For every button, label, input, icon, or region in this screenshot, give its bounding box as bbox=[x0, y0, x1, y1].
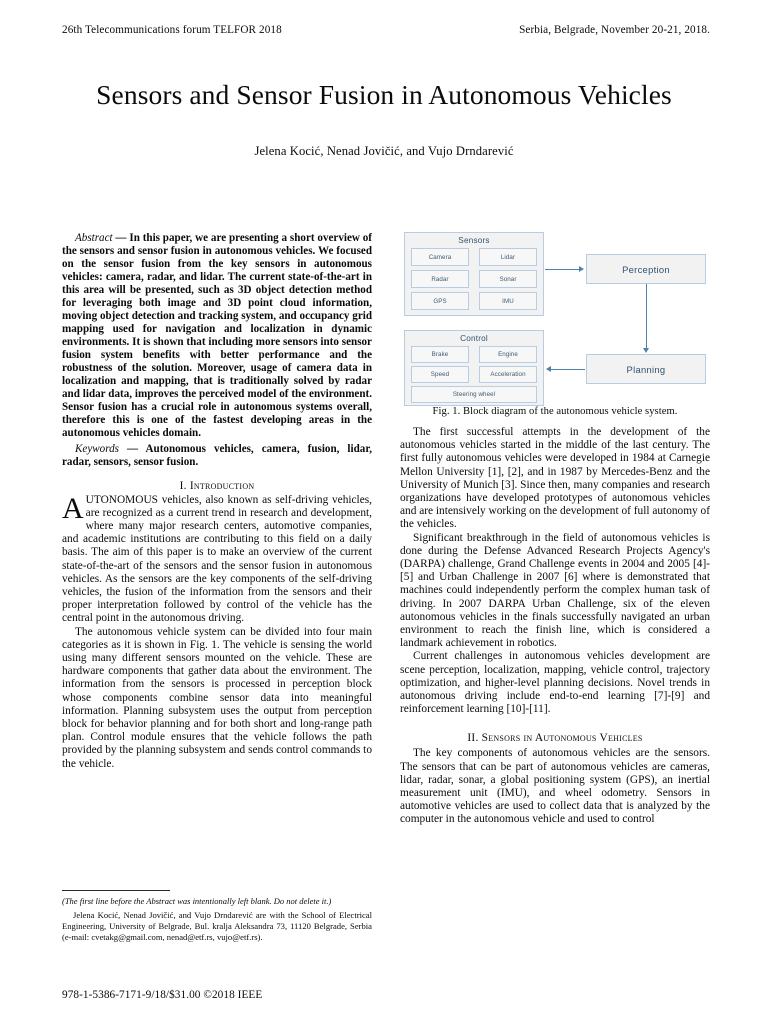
abstract-dash: — bbox=[112, 232, 130, 244]
abstract-label: Abstract bbox=[75, 232, 113, 244]
running-head-left: 26th Telecommunications forum TELFOR 2018 bbox=[62, 24, 282, 36]
column-right bbox=[400, 232, 710, 827]
footnote-affiliation: Jelena Kocić, Nenad Jovičić, and Vujo Drndarević are with the School of Electrical Engineering, University of Belgrade, Bul. kralja Aleksandra 73, 11120 Belgrade, Serbia (e-mail: cvetakg@gmail.com, nenad@etf.rs, vujo@etf.rs). bbox=[62, 909, 372, 942]
arrow-planning-to-control-head bbox=[546, 366, 551, 372]
section-heading-introduction: I. Introduction bbox=[179, 479, 255, 492]
control-cell-speed: Speed bbox=[411, 366, 469, 383]
right-paragraph-1: The first successful attempts in the development of the autonomous vehicles started in the middle of the last century. The first fully autonomous vehicles were developed in 1984 at Carnegie Mellon University [1], [2], and in 1987 by Mercedes-Benz and the University of Munich [3]. Since then, many companies and research organizations have developed prototypes of autonomous vehicles and are intensively working on the development of full autonomy of the vehicles. bbox=[400, 426, 710, 531]
keywords-paragraph bbox=[62, 443, 372, 469]
author-list: Jelena Kocić, Nenad Jovičić, and Vujo Drndarević bbox=[254, 143, 514, 158]
sensor-cell-lidar: Lidar bbox=[479, 248, 537, 266]
intro-paragraph-1-text: UTONOMOUS vehicles, also known as self-driving vehicles, are recognized as a current trend in research and development, where many major research centers, automotive companies, and academic institutions are contributing to this field on a daily basis. The aim of this paper is to make an overview of the current state-of-the-art of the sensors and the sensor fusion in autonomous vehicles. As the sensors are the key components of the self-driving vehicles, the fusion of the information from the sensors and their proper interpretation followed by control of the vehicle has the central point in the autonomous driving. bbox=[62, 493, 372, 625]
isbn-footer: 978-1-5386-7171-9/18/$31.00 ©2018 IEEE bbox=[62, 989, 263, 1001]
abstract-paragraph bbox=[62, 232, 372, 441]
running-head-right: Serbia, Belgrade, November 20-21, 2018. bbox=[519, 24, 710, 36]
arrow-perception-to-planning-head bbox=[643, 348, 649, 353]
control-cell-acceleration: Acceleration bbox=[479, 366, 537, 383]
intro-paragraph-2: The autonomous vehicle system can be divided into four main categories as it is shown in Fig. 1. The vehicle is sensing the world using many different sensors mounted on the vehicle. These are hardware components that gather data about the environment. The information from the sensors is processed in perception block whose components combine sensor data into meaningful information. Planning subsystem uses the output from perception block for behavior planning and for both short and long-range path plan. Control module ensures that the vehicle follows the path provided by the planning subsystem and sends control commands to the vehicle. bbox=[62, 625, 372, 770]
sensor-cell-imu: IMU bbox=[479, 292, 537, 310]
arrow-planning-to-control-line bbox=[551, 369, 585, 370]
page-title: Sensors and Sensor Fusion in Autonomous Vehicles bbox=[96, 79, 672, 110]
arrow-sensors-to-perception-line bbox=[545, 269, 579, 270]
title-block bbox=[84, 78, 684, 159]
control-group-label: Control bbox=[460, 334, 488, 343]
block-diagram bbox=[400, 232, 710, 402]
keywords-text: Autonomous vehicles, camera, fusion, lidar, radar, sensors, sensor fusion. bbox=[62, 442, 372, 468]
column-left bbox=[62, 232, 372, 771]
body-columns bbox=[62, 232, 710, 952]
sensor-cell-gps: GPS bbox=[411, 292, 469, 310]
planning-box: Planning bbox=[586, 354, 706, 384]
section-heading-sensors: II. Sensors in Autonomous Vehicles bbox=[467, 732, 643, 745]
right-paragraph-3: Current challenges in autonomous vehicles development are scene perception, localization, mapping, vehicle control, trajectory optimization, and higher-level planning decisions. Novel trends in autonomous driving include end-to-end learning [7]-[9] and reinforcement learning [10]-[11]. bbox=[400, 650, 710, 716]
abstract-text: In this paper, we are presenting a short overview of the sensors and sensor fusion in autonomous vehicles. We focused on the sensor fusion from the key sensors in autonomous vehicles: camera, radar, and lidar. The current state-of-the-art in this area will be presented, such as 3D object detection method for leveraging both image and 3D point cloud information, moving object detection and tracking system, and occupancy grid mapping used for navigation and localization in dynamic environments. It is shown that including more sensors into sensor fusion system benefits with better performance and the robustness of the solution. Moreover, usage of camera data in localization and mapping, that is traditionally solved by radar and lidar data, improves the perceived model of the environment. Sensor fusion has a crucial role in autonomous systems overall, therefore this is one of the fastest developing areas in the autonomous vehicles domain. bbox=[62, 232, 372, 440]
right-paragraph-4: The key components of autonomous vehicles are the sensors. The sensors that can be part of autonomous vehicles are cameras, lidar, radar, sonar, a global positioning system (GPS), an inertial measurement unit (IMU), and wheel odometry. Sensors in automotive vehicles are used to collect data that is analyzed by the computer in the autonomous vehicle and used to control bbox=[400, 747, 710, 826]
running-head bbox=[62, 24, 710, 36]
sensor-cell-radar: Radar bbox=[411, 270, 469, 288]
figure-1-caption: Fig. 1. Block diagram of the autonomous vehicle system. bbox=[432, 406, 678, 417]
footnote-note: (The first line before the Abstract was intentionally left blank. Do not delete it.) bbox=[62, 896, 332, 906]
control-cell-brake: Brake bbox=[411, 346, 469, 363]
sensors-group-label: Sensors bbox=[458, 236, 490, 245]
perception-box: Perception bbox=[586, 254, 706, 284]
footnote-area bbox=[62, 890, 372, 943]
drop-cap: A bbox=[62, 491, 84, 525]
intro-paragraph-1 bbox=[62, 491, 372, 626]
arrow-sensors-to-perception-head bbox=[579, 266, 584, 272]
right-paragraph-2: Significant breakthrough in the field of autonomous vehicles is done during the Defense Advanced Research Projects Agency's (DARPA) challenge, Grand Challenge events in 2004 and 2005 [4]-[5] and Urban Challenge in 2007 [6] where is demonstrated that machines could independently perform the complex human task of driving. In 2007 DARPA Urban Challenge, six of the eleven autonomous vehicles in the finals successfully navigated an urban environment to reach the finish line, which is considered a landmark achievement in robotics. bbox=[400, 531, 710, 650]
keywords-dash: — bbox=[118, 442, 146, 455]
footnote-rule bbox=[62, 890, 170, 891]
sensor-cell-camera: Camera bbox=[411, 248, 469, 266]
control-cell-steering-wheel: Steering wheel bbox=[411, 386, 537, 403]
control-cell-engine: Engine bbox=[479, 346, 537, 363]
figure-1 bbox=[400, 232, 710, 417]
arrow-perception-to-planning-line bbox=[646, 284, 647, 348]
keywords-label: Keywords bbox=[75, 442, 119, 455]
sensor-cell-sonar: Sonar bbox=[479, 270, 537, 288]
